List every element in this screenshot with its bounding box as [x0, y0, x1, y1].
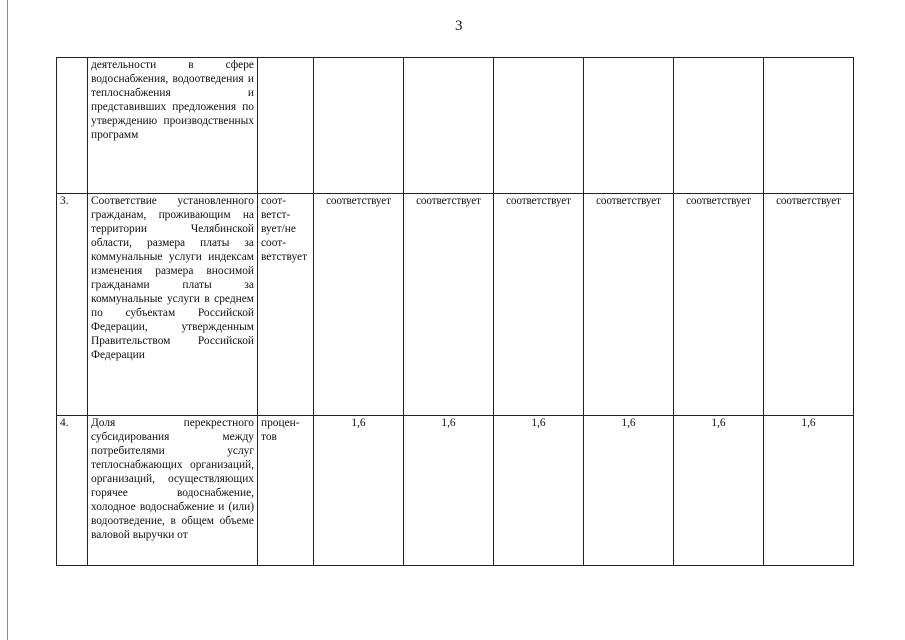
unit-cell — [258, 58, 314, 194]
indicator-description: Соответствие установленного гражданам, проживающим на территории Челябинской области, размера платы за коммунальные услуги индексам изменения размера вносимой гражданами платы за коммунальные услуги в среднем по субъектам Российской Федерации, утвержденным Правительством Российской Федерации — [88, 194, 258, 416]
value-cell — [494, 58, 584, 194]
unit-cell: соответствует/не соответствует — [258, 194, 314, 416]
table-row — [57, 194, 854, 416]
row-number: 3. — [57, 194, 88, 416]
value-cell: соответствует — [584, 194, 674, 416]
indicator-description: деятельности в сфере водоснабжения, водоотведения и теплоснабжения и представивших предложения по утверждению производственных программ — [88, 58, 258, 194]
page-number: 3 — [455, 18, 463, 34]
value-cell: 1,6 — [674, 416, 764, 566]
indicator-description: Доля перекрестного субсидирования между потребителями услуг теплоснабжающих организаций, организаций, осуществляющих горячее водоснабжение, холодное водоснабжение и (или) водоотведение, в общем объеме валовой выручки от — [88, 416, 258, 566]
value-cell: 1,6 — [404, 416, 494, 566]
value-cell: соответствует — [314, 194, 404, 416]
value-cell: соответствует — [674, 194, 764, 416]
value-cell: 1,6 — [494, 416, 584, 566]
table-row — [57, 416, 854, 566]
table-row — [57, 58, 854, 194]
value-cell: 1,6 — [584, 416, 674, 566]
value-cell — [674, 58, 764, 194]
value-cell — [584, 58, 674, 194]
row-number — [57, 58, 88, 194]
value-cell — [764, 58, 854, 194]
unit-cell: процентов — [258, 416, 314, 566]
value-cell: соответствует — [404, 194, 494, 416]
value-cell: 1,6 — [764, 416, 854, 566]
value-cell — [314, 58, 404, 194]
value-cell: соответствует — [494, 194, 584, 416]
page-left-edge-line — [7, 0, 8, 640]
row-number: 4. — [57, 416, 88, 566]
indicators-table — [56, 57, 854, 566]
value-cell — [404, 58, 494, 194]
value-cell: соответствует — [764, 194, 854, 416]
value-cell: 1,6 — [314, 416, 404, 566]
